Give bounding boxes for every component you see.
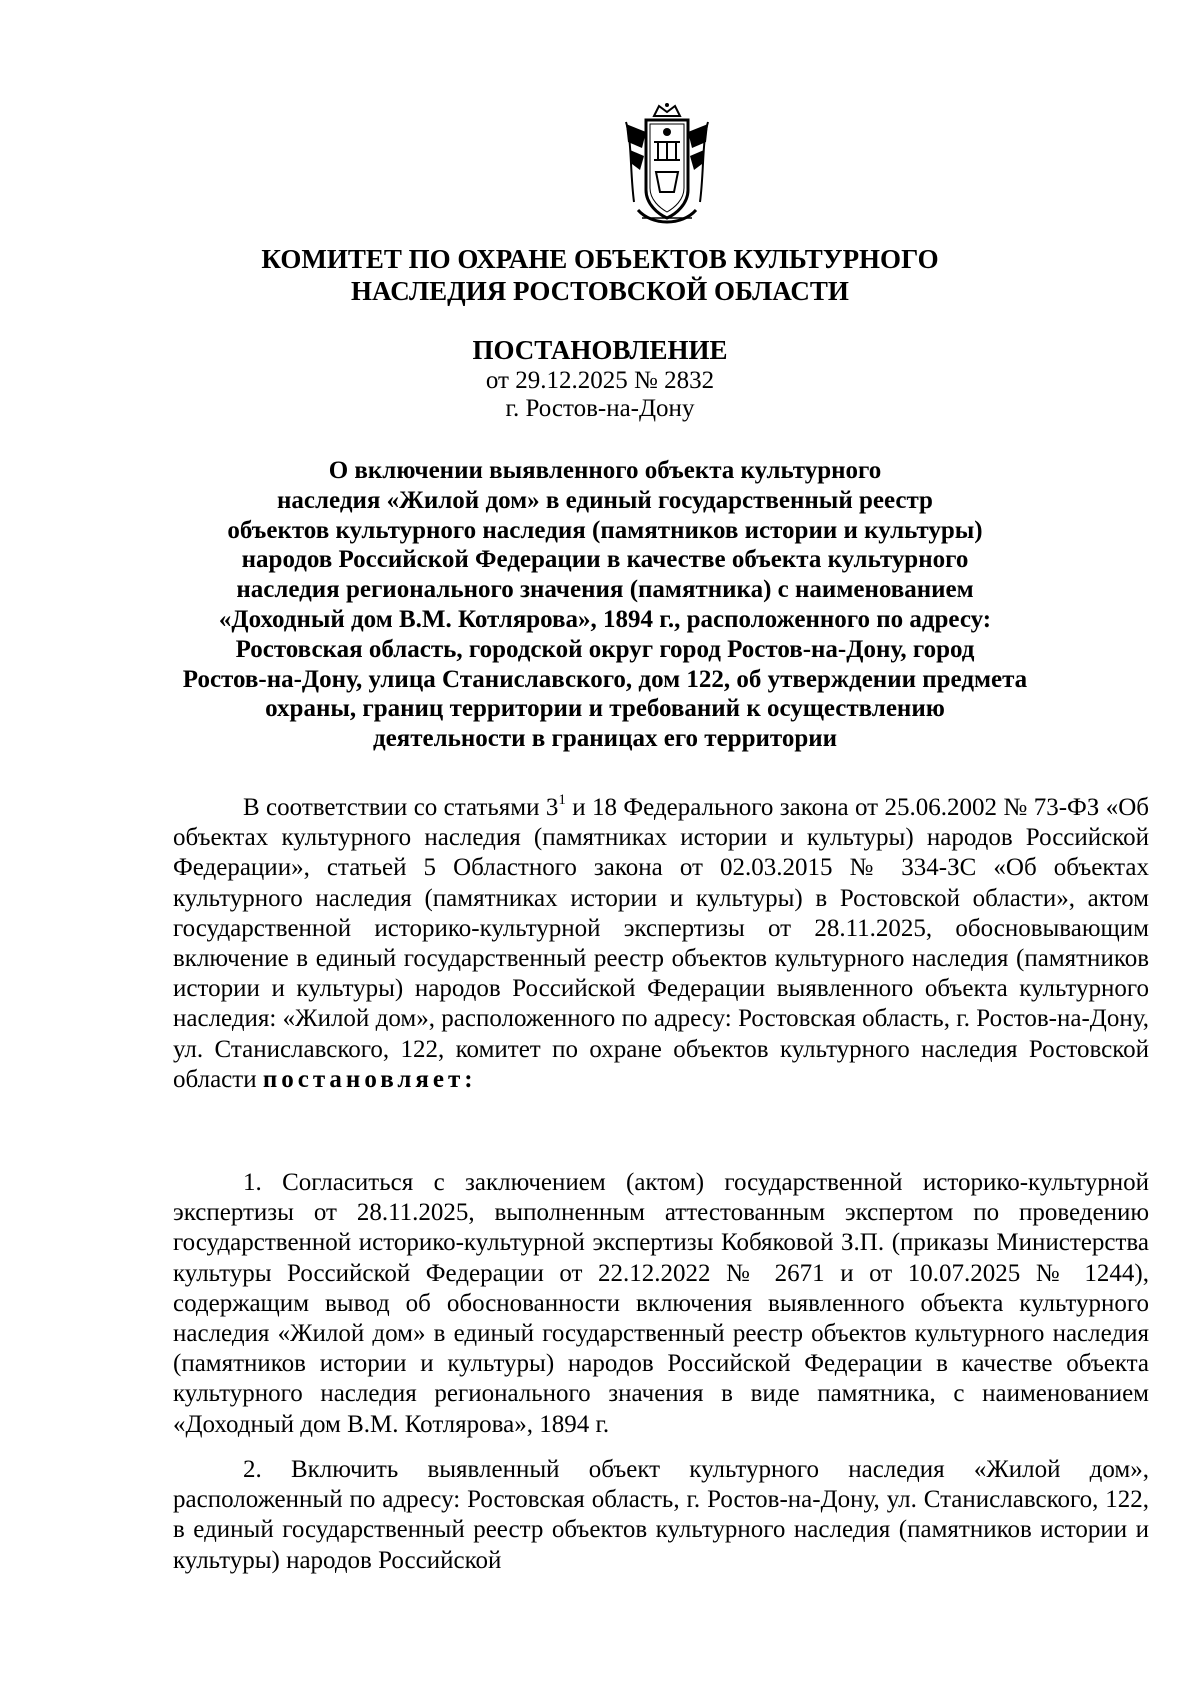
coat-of-arms-icon <box>612 102 722 232</box>
organization-name <box>170 243 1030 307</box>
subject-line: наследия «Жилой дом» в единый государственный реестр <box>277 486 933 514</box>
organization-name-line2: НАСЛЕДИЯ РОСТОВСКОЙ ОБЛАСТИ <box>351 276 849 306</box>
article-superscript: 1 <box>558 791 566 808</box>
document-city: г. Ростов-на-Дону <box>505 395 695 422</box>
subject-line: деятельности в границах его территории <box>372 725 838 753</box>
subject-line: Ростовская область, городской округ город Ростов-на-Дону, город <box>235 635 975 663</box>
resolution-item-1: 1. Согласиться с заключением (актом) государственной историко-культурной экспертизы от 28.11.2025, выполненным аттестованным экспертом по проведению государственной историко-культурной экспертизы Кобяковой З.П. (приказы Министерства культуры Российской Федерации от 22.12.2022 № 2671 и от 10.07.2025 № 1244), содержащим вывод об обоснованности включения выявленного объекта культурного наследия «Жилой дом» в единый государственный реестр объектов культурного наследия (памятников истории и культуры) народов Российской Федерации в качестве объекта культурного наследия регионального значения в виде памятника, с наименованием «Доходный дом В.М. Котлярова», 1894 г. <box>173 1169 1149 1438</box>
document-subject <box>170 456 1040 754</box>
subject-line: охраны, границ территории и требований к осуществлению <box>265 695 945 723</box>
preamble-text-part1: В соответствии со статьями 3 <box>243 794 559 821</box>
subject-line: объектов культурного наследия (памятников истории и культуры) <box>227 516 983 544</box>
subject-line: Ростов-на-Дону, улица Станиславского, дом 122, об утверждении предмета <box>182 665 1028 693</box>
organization-name-line1: КОМИТЕТ ПО ОХРАНЕ ОБЪЕКТОВ КУЛЬТУРНОГО <box>261 244 939 274</box>
preamble-paragraph <box>173 793 1149 1095</box>
subject-line: «Доходный дом В.М. Котлярова», 1894 г., расположенного по адресу: <box>218 605 992 633</box>
subject-line: О включении выявленного объекта культурного <box>328 457 882 484</box>
document-type-title: ПОСТАНОВЛЕНИЕ <box>472 335 728 365</box>
subject-line: народов Российской Федерации в качестве объекта культурного <box>241 546 969 574</box>
subject-line: наследия регионального значения (памятника) с наименованием <box>236 576 974 604</box>
resolves-keyword: постановляет: <box>262 1065 477 1093</box>
document-date-number: от 29.12.2025 № 2832 <box>485 367 715 394</box>
resolution-item-2: 2. Включить выявленный объект культурного наследия «Жилой дом», расположенный по адресу: Ростовская область, г. Ростов-на-Дону, ул. Станиславского, 122, в единый государственный реестр объектов культурного наследия (памятников истории и культуры) народов Российской <box>173 1456 1149 1574</box>
preamble-text-part2: и 18 Федерального закона от 25.06.2002 № 73-ФЗ «Об объектах культурного наследия (памятниках истории и культуры) народов Российской Федерации», статьей 5 Областного закона от 02.03.2015 № 334-ЗС «Об объектах культурного наследия (памятниках истории и культуры) в Ростовской области», актом государственной историко-культурной экспертизы от 28.11.2025, обосновывающим включение в единый государственный реестр объектов культурного наследия (памятников истории и культуры) народов Российской Федерации выявленного объекта культурного наследия: «Жилой дом», расположенного по адресу: Ростовская область, г. Ростов-на-Дону, ул. Станиславского, 122, комитет по охране объектов культурного наследия Ростовской области <box>173 794 1149 1093</box>
